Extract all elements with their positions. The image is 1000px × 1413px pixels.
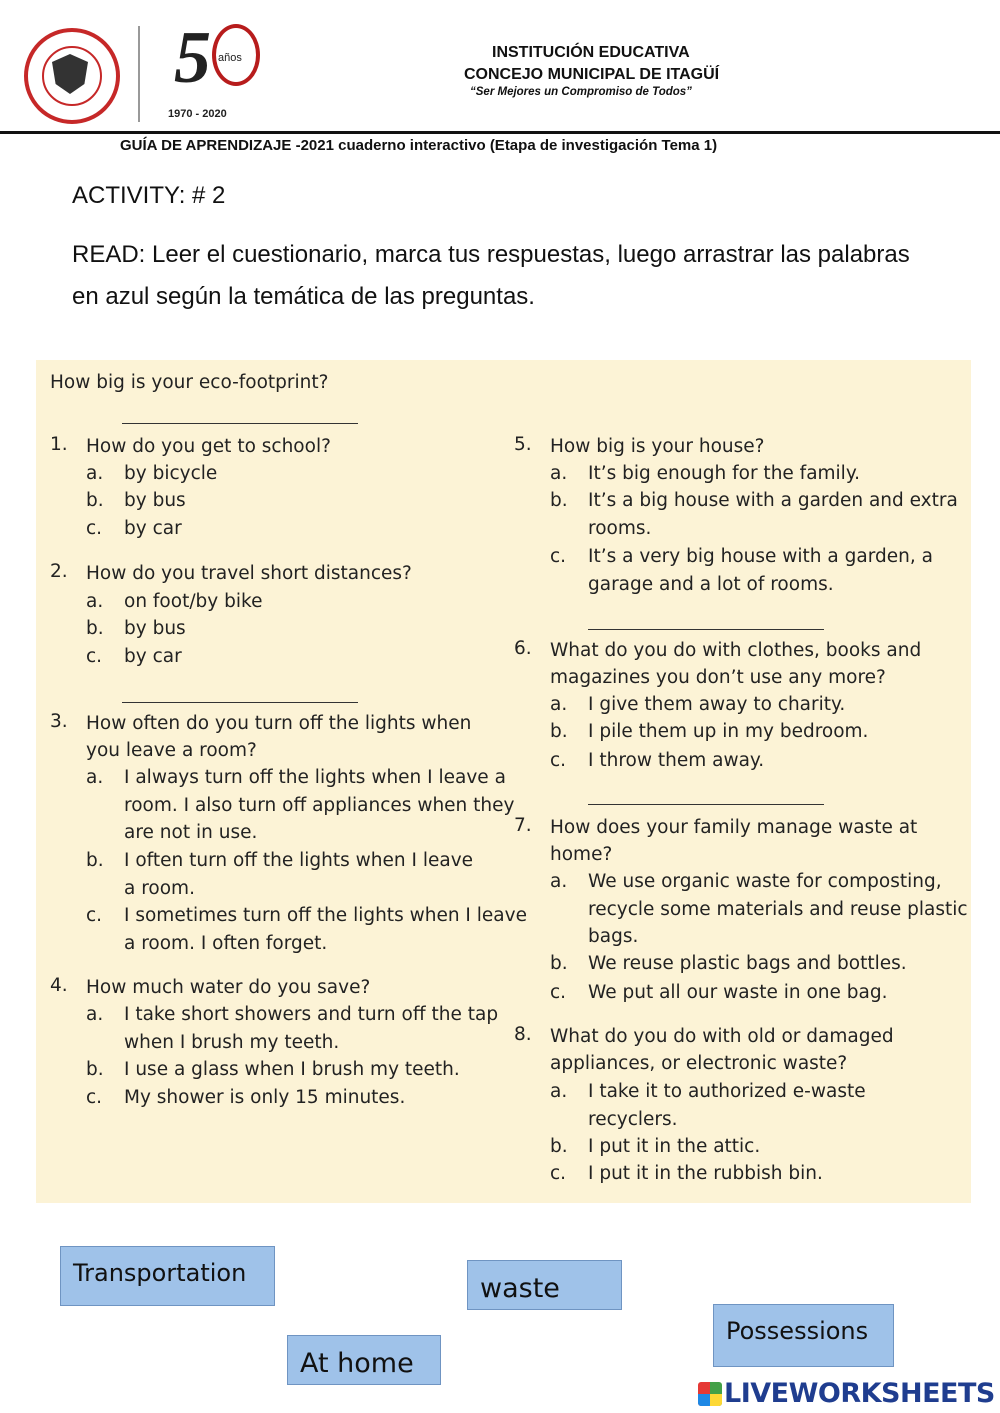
header-divider	[138, 26, 140, 122]
institution-line1: INSTITUCIÓN EDUCATIVA	[492, 44, 690, 61]
tile-possessions[interactable]: Possessions	[713, 1304, 894, 1367]
question-text: What do you do with old or damaged appliances, or electronic waste?	[550, 1026, 894, 1074]
question-text: How does your family manage waste at home?	[550, 817, 918, 865]
question-number: 2.	[50, 561, 68, 582]
drop-zone-4[interactable]	[588, 804, 824, 805]
answer-option[interactable]: a. by bicycle	[86, 463, 218, 484]
answer-option[interactable]: b. It’s a big house with a garden and extra rooms.	[550, 490, 958, 539]
question-number: 1.	[50, 434, 68, 455]
anniversary-five-glyph: 5	[174, 17, 211, 99]
question-text: How much water do you save?	[86, 977, 371, 998]
question-number: 7.	[514, 815, 532, 836]
activity-instructions: READ: Leer el cuestionario, marca tus respuestas, luego arrastrar las palabras en azul según la temática de las preguntas.	[72, 241, 910, 310]
question-text: How do you get to school?	[86, 436, 331, 457]
activity-title: ACTIVITY: # 2	[72, 182, 226, 209]
answer-option[interactable]: b. I often turn off the lights when I leave a room.	[86, 850, 474, 899]
answer-option[interactable]: c. by car	[86, 518, 182, 539]
quiz-title: How big is your eco-footprint?	[50, 372, 329, 393]
answer-option[interactable]: b. by bus	[86, 490, 186, 511]
tile-waste[interactable]: waste	[467, 1260, 622, 1310]
header-rule	[0, 131, 1000, 134]
answer-option[interactable]: c. It’s a very big house with a garden, a garage and a lot of rooms.	[550, 546, 933, 595]
drop-zone-1[interactable]	[122, 423, 358, 424]
liveworksheets-logo-icon	[698, 1382, 722, 1406]
school-seal-logo	[24, 28, 120, 124]
answer-option[interactable]: c. I throw them away.	[550, 750, 765, 771]
answer-option[interactable]: c. My shower is only 15 minutes.	[86, 1087, 406, 1108]
answer-option[interactable]: b. I use a glass when I brush my teeth.	[86, 1059, 460, 1080]
question-text: What do you do with clothes, books and magazines you don’t use any more?	[550, 640, 922, 688]
tile-at-home[interactable]: At home	[287, 1335, 441, 1385]
question-number: 8.	[514, 1024, 532, 1045]
question-number: 4.	[50, 975, 68, 996]
question-text: How often do you turn off the lights when you leave a room?	[86, 713, 472, 761]
quiz-panel	[36, 360, 971, 1203]
question-number: 3.	[50, 711, 68, 732]
answer-option[interactable]: a. I take short showers and turn off the tap when I brush my teeth.	[86, 1004, 499, 1053]
question-text: How do you travel short distances?	[86, 563, 412, 584]
question-number: 5.	[514, 434, 532, 455]
guide-title: GUÍA DE APRENDIZAJE -2021 cuaderno interactivo (Etapa de investigación Tema 1)	[120, 137, 718, 154]
question-number: 6.	[514, 638, 532, 659]
answer-option[interactable]: a. I take it to authorized e-waste recyclers.	[550, 1081, 866, 1130]
answer-option[interactable]: a. I always turn off the lights when I leave a room. I also turn off appliances when they are not in use.	[86, 767, 515, 843]
answer-option[interactable]: a. I give them away to charity.	[550, 694, 846, 715]
answer-option[interactable]: c. We put all our waste in one bag.	[550, 982, 888, 1003]
institution-motto: “Ser Mejores un Compromiso de Todos”	[470, 86, 692, 98]
answer-option[interactable]: b. by bus	[86, 618, 186, 639]
answer-option[interactable]: a. It’s big enough for the family.	[550, 463, 861, 484]
drop-zone-3[interactable]	[588, 629, 824, 630]
institution-line2: CONCEJO MUNICIPAL DE ITAGÜÍ	[464, 66, 720, 83]
answer-option[interactable]: a. on foot/by bike	[86, 591, 263, 612]
anniversary-logo	[152, 17, 272, 124]
answer-option[interactable]: b. We reuse plastic bags and bottles.	[550, 953, 907, 974]
answer-option[interactable]: b. I put it in the attic.	[550, 1136, 761, 1157]
anniversary-years: 1970 - 2020	[168, 108, 227, 120]
answer-option[interactable]: c. I sometimes turn off the lights when I leave a room. I often forget.	[86, 905, 527, 954]
tile-transportation[interactable]: Transportation	[60, 1246, 275, 1306]
answer-option[interactable]: b. I pile them up in my bedroom.	[550, 721, 869, 742]
answer-option[interactable]: a. We use organic waste for composting, recycle some materials and reuse plastic bags.	[550, 871, 968, 947]
anniversary-label: años	[218, 52, 242, 64]
answer-option[interactable]: c. by car	[86, 646, 182, 667]
answer-option[interactable]: c. I put it in the rubbish bin.	[550, 1163, 823, 1184]
question-text: How big is your house?	[550, 436, 765, 457]
drop-zone-2[interactable]	[122, 702, 358, 703]
liveworksheets-wordmark: LIVEWORKSHEETS	[724, 1378, 995, 1409]
liveworksheets-brand	[698, 1378, 995, 1408]
